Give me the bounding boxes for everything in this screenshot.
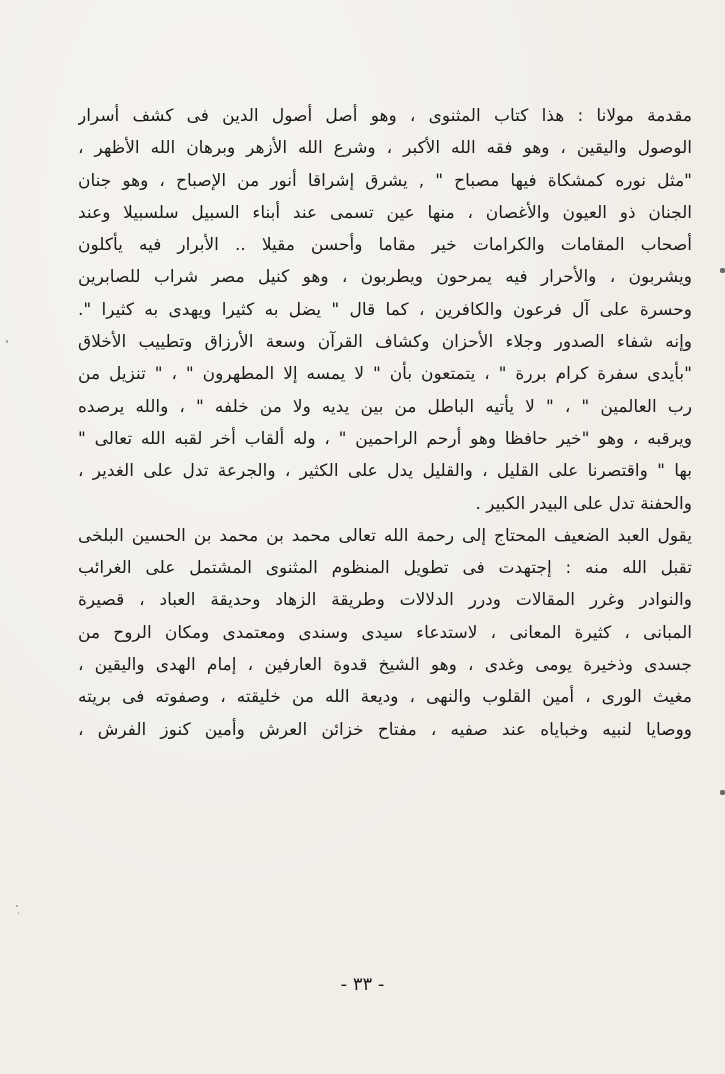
text-line: وحسرة على آل فرعون والكافرين ، كما قال " يضل به كثيرا ويهدى به كثيرا ". [78,299,692,320]
body-text [78,100,692,746]
text-line: ويشربون ، والأحرار فيه يمرحون ويطربون ، وهو كنيل مصر شراب للصابرين [78,267,692,288]
scan-speck [18,912,19,914]
text-line: الجنان ذو العيون والأغصان ، منها عين تسمى عند أبناء السبيل سلسبيلا وعند [78,202,692,223]
text-line: والنوادر وغرر المقالات ودرر الدلالات وطريقة الزهاد وحديقة العباد ، قصيرة [78,590,692,611]
text-line: المبانى ، كثيرة المعانى ، لاستدعاء سيدى وسندى ومعتمدى ومكان الروح من [78,622,692,643]
text-line: "بأيدى سفرة كرام بررة " ، يتمتعون بأن " لا يمسه إلا المطهرون " ، " تنزيل من [78,364,692,385]
text-line: أصحاب المقامات والكرامات خير مقاما وأحسن مقيلا .. الأبرار فيه يأكلون [78,235,692,256]
text-line: ويرقبه ، وهو "خير حافظا وهو أرحم الراحمين " ، وله ألقاب أخر لقبه الله تعالى " [78,428,692,449]
text-line: وإنه شفاء الصدور وجلاء الأحزان وكشاف القرآن وسعة الأرزاق وتطييب الأخلاق [78,332,692,353]
text-line: يقول العبد الضعيف المحتاج إلى رحمة الله تعالى محمد بن محمد بن الحسين البلخى [78,525,692,546]
text-line: بها " واقتصرنا على القليل ، والقليل يدل على الكثير ، والجرعة تدل على الغدير ، [78,461,692,482]
text-line: مغيث الورى ، أمين القلوب والنهى ، وديعة الله من خليقته ، وصفوته فى بريته [78,687,692,708]
text-line: مقدمة مولانا : هذا كتاب المثنوى ، وهو أصل أصول الدين فى كشف أسرار [78,106,692,126]
scan-speck [16,905,18,907]
text-line: الوصول واليقين ، وهو فقه الله الأكبر ، وشرع الله الأزهر وبرهان الله الأظهر ، [78,138,692,159]
text-line: رب العالمين " ، " لا يأتيه الباطل من بين يديه ولا من خلفه " ، والله يرصده [78,396,692,417]
scan-edge-mark [720,268,725,273]
text-line: جسدى وذخيرة يومى وغدى ، وهو الشيخ قدوة العارفين ، إمام الهدى واليقين ، [78,655,692,676]
text-line: ووصايا لنبيه وخباياه عند صفيه ، مفتاح خزائن العرش وأمين كنوز الفرش ، [78,719,692,740]
text-line: تقبل الله منه : إجتهدت فى تطويل المنظوم المثنوى المشتمل على الغرائب [78,558,692,579]
text-line: "مثل نوره كمشكاة فيها مصباح " , يشرق إشراقا أنور من الإصباح ، وهو جنان [78,170,692,191]
scan-edge-mark [720,790,725,795]
scan-speck [6,340,8,343]
page-number: - ٣٣ - [340,974,385,995]
text-line: والحفنة تدل على البيدر الكبير . [475,493,692,514]
